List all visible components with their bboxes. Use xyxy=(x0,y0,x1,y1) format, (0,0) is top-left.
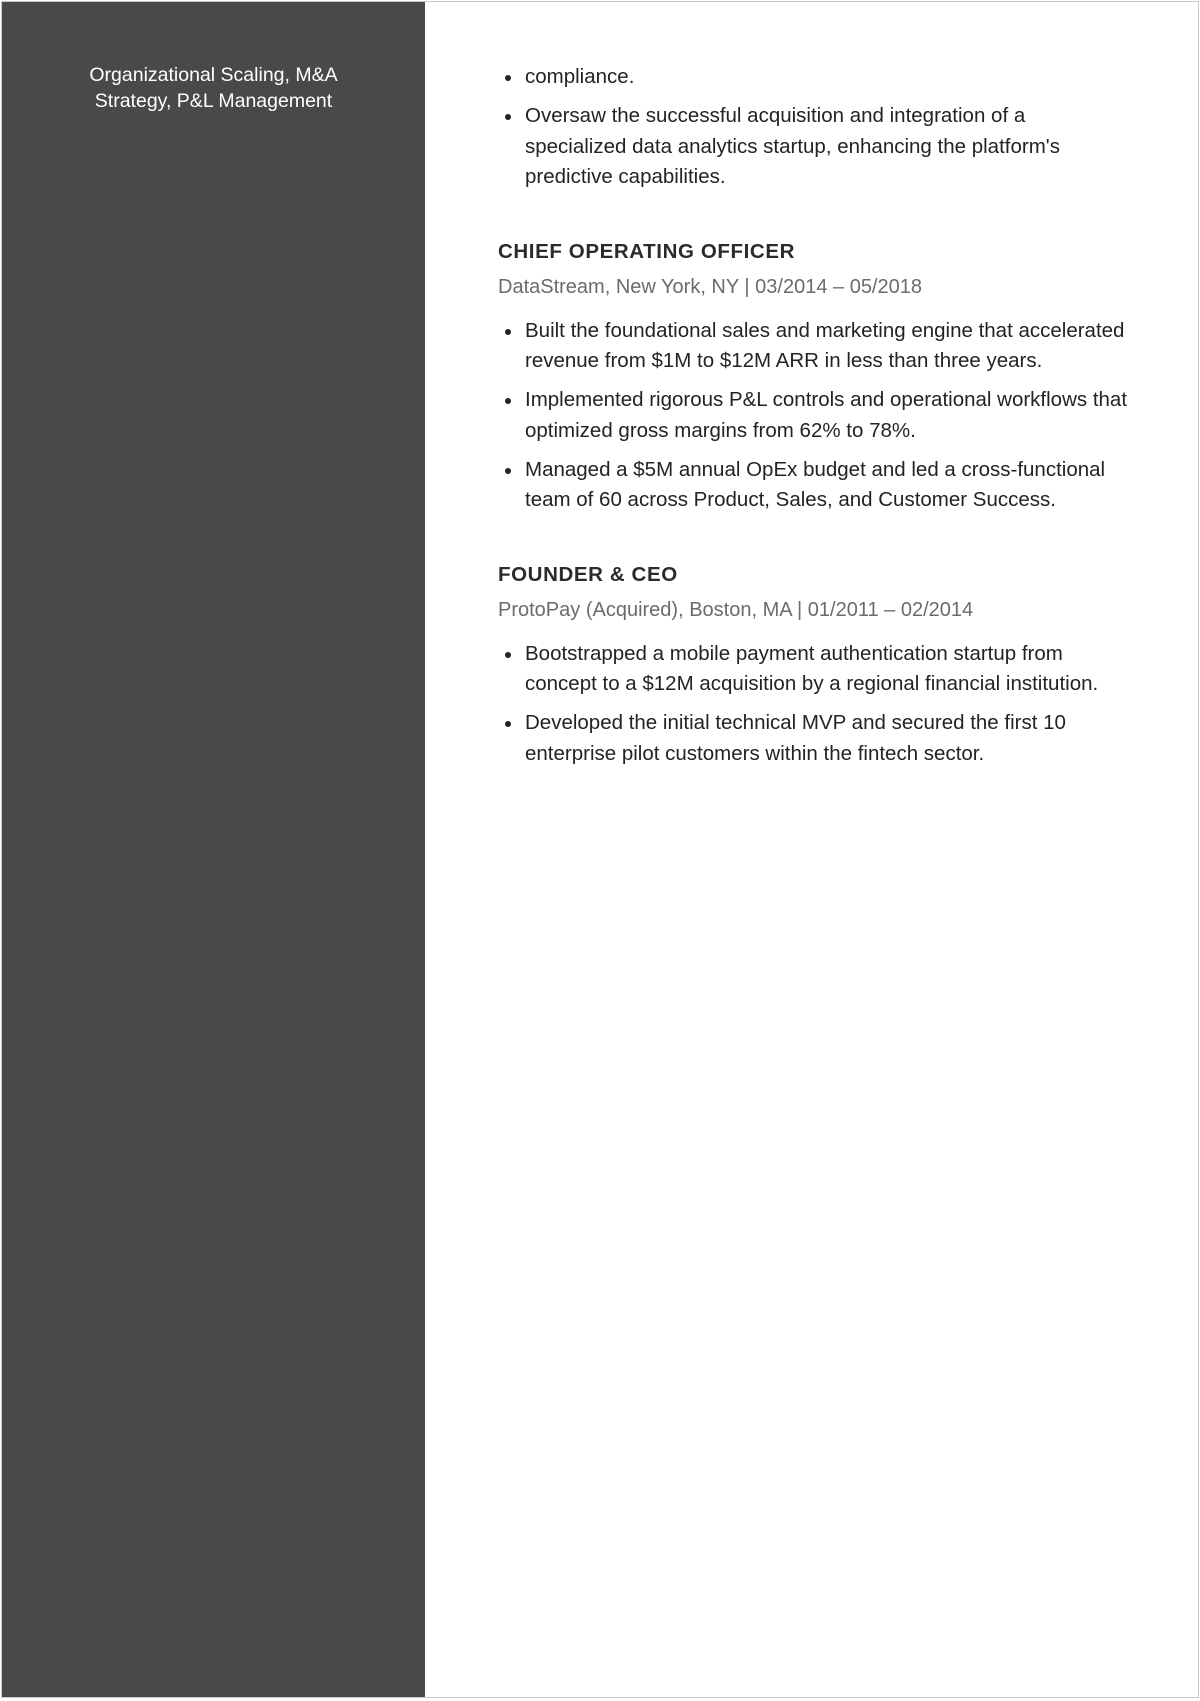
skills-text: Organizational Scaling, M&A Strategy, P&L Management xyxy=(89,64,338,112)
list-item: Bootstrapped a mobile payment authentication startup from concept to a $12M acquisition by a regional financial institution. xyxy=(525,639,1128,700)
sidebar xyxy=(2,2,425,1697)
main-content xyxy=(425,2,1198,1697)
job-entry-coo xyxy=(498,239,1128,516)
list-item: Developed the initial technical MVP and secured the first 10 enterprise pilot customers within the fintech sector. xyxy=(525,708,1128,769)
job-title: FOUNDER & CEO xyxy=(498,562,678,586)
list-item: Implemented rigorous P&L controls and operational workflows that optimized gross margins from 62% to 78%. xyxy=(525,385,1128,446)
job-title: CHIEF OPERATING OFFICER xyxy=(498,239,796,263)
list-item: Managed a $5M annual OpEx budget and led a cross-functional team of 60 across Product, Sales, and Customer Success. xyxy=(525,455,1128,516)
job-bullet-list xyxy=(498,639,1128,770)
continued-bullet-list xyxy=(498,62,1128,193)
resume-page xyxy=(1,1,1199,1698)
list-item: compliance. xyxy=(525,62,1128,93)
job-entry-founder xyxy=(498,562,1128,770)
job-meta: DataStream, New York, NY | 03/2014 – 05/2018 xyxy=(498,275,922,298)
list-item: Oversaw the successful acquisition and integration of a specialized data analytics startup, enhancing the platform's predictive capabilities. xyxy=(525,101,1128,193)
job-meta: ProtoPay (Acquired), Boston, MA | 01/2011 – 02/2014 xyxy=(498,598,974,621)
list-item: Built the foundational sales and marketing engine that accelerated revenue from $1M to $12M ARR in less than three years. xyxy=(525,316,1128,377)
job-bullet-list xyxy=(498,316,1128,516)
